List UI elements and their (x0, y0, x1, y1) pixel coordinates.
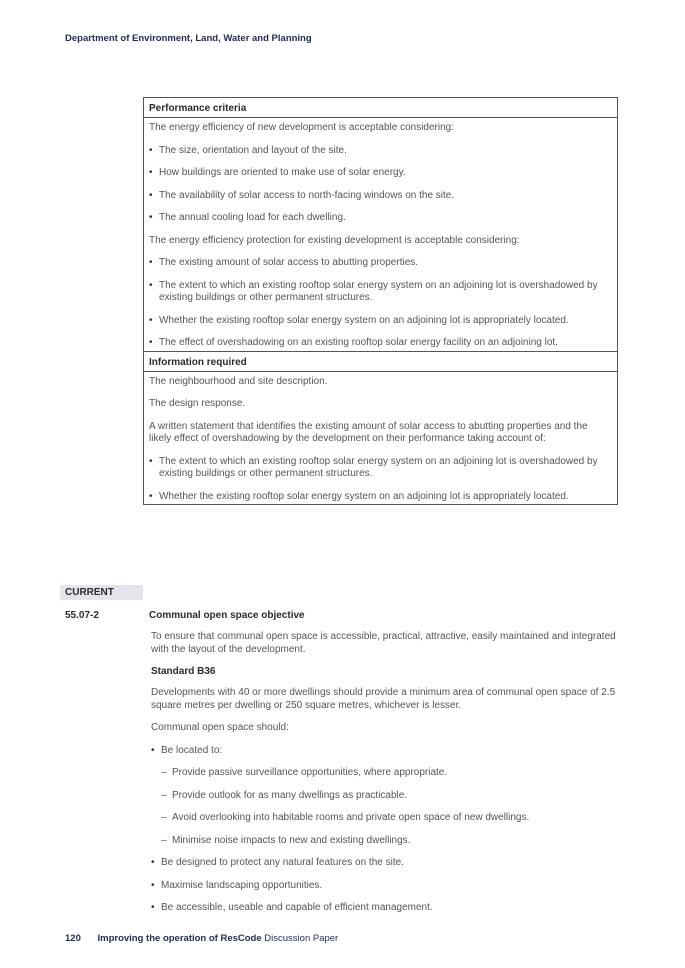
list-item: • The effect of overshadowing on an existing rooftop solar energy facility on an adjoining lot. (149, 337, 612, 350)
info-paragraph: The neighbourhood and site description. (149, 375, 328, 387)
list-item: • The existing amount of solar access to abutting properties. (149, 257, 612, 270)
list-item: • Be accessible, useable and capable of efficient management. (151, 902, 619, 915)
performance-intro-new: The energy efficiency of new development is acceptable considering: (149, 122, 454, 133)
sub-list-item: – Minimise noise impacts to new and existing dwellings. (151, 835, 619, 848)
list-item: • Maximise landscaping opportunities. (151, 880, 619, 893)
performance-intro-existing: The energy efficiency protection for existing development is acceptable considering: (149, 234, 520, 246)
performance-criteria-heading: Performance criteria (144, 98, 617, 118)
list-item: • The availability of solar access to north-facing windows on the site. (149, 190, 612, 203)
page-footer (65, 933, 338, 944)
sub-list-item: – Avoid overlooking into habitable rooms and private open space of new dwellings. (151, 812, 619, 825)
list-item: • Be located to: (151, 745, 619, 758)
current-tag: CURRENT (60, 585, 143, 600)
clause-content (149, 610, 619, 925)
list-item: • Whether the existing rooftop solar energy system on an adjoining lot is appropriately located. (149, 491, 612, 504)
list-item: • The extent to which an existing rooftop solar energy system on an adjoining lot is overshadowed by existing buildings or other permanent structures. (149, 456, 612, 481)
information-required-heading: Information required (144, 351, 617, 372)
sub-list-item: – Provide outlook for as many dwellings as practicable. (151, 790, 619, 803)
list-item: • How buildings are oriented to make use of solar energy. (149, 167, 612, 180)
standard-table (143, 97, 618, 505)
list-item: • The annual cooling load for each dwelling. (149, 212, 612, 225)
info-paragraph: A written statement that identifies the existing amount of solar access to abutting properties and the likely effect of overshadowing by the development on their performance taking account of: (149, 420, 588, 444)
page-number: 120 (65, 933, 81, 944)
information-required-body (144, 372, 617, 504)
should-intro: Communal open space should: (151, 722, 289, 733)
standard-title: Standard B36 (151, 666, 216, 677)
clause-number: 55.07-2 (65, 610, 99, 621)
objective-text: To ensure that communal open space is accessible, practical, attractive, easily maintained and integrated with the layout of the development. (151, 631, 616, 655)
document-title: Improving the operation of ResCode (97, 933, 262, 944)
department-header: Department of Environment, Land, Water and Planning (65, 33, 312, 44)
list-item: • Be designed to protect any natural features on the site. (151, 857, 619, 870)
clause-title: Communal open space objective (149, 610, 305, 621)
list-item: • Whether the existing rooftop solar energy system on an adjoining lot is appropriately located. (149, 315, 612, 328)
sub-list-item: – Provide passive surveillance opportunities, where appropriate. (151, 767, 619, 780)
info-paragraph: The design response. (149, 398, 246, 409)
document-subtitle: Discussion Paper (264, 933, 339, 944)
list-item: • The extent to which an existing rooftop solar energy system on an adjoining lot is overshadowed by existing buildings or other permanent structures. (149, 280, 612, 305)
performance-criteria-body (144, 118, 617, 350)
standard-text: Developments with 40 or more dwellings should provide a minimum area of communal open space of 2.5 square metres per dwelling or 250 square metres, whichever is lesser. (151, 687, 616, 711)
list-item: • The size, orientation and layout of the site. (149, 145, 612, 158)
